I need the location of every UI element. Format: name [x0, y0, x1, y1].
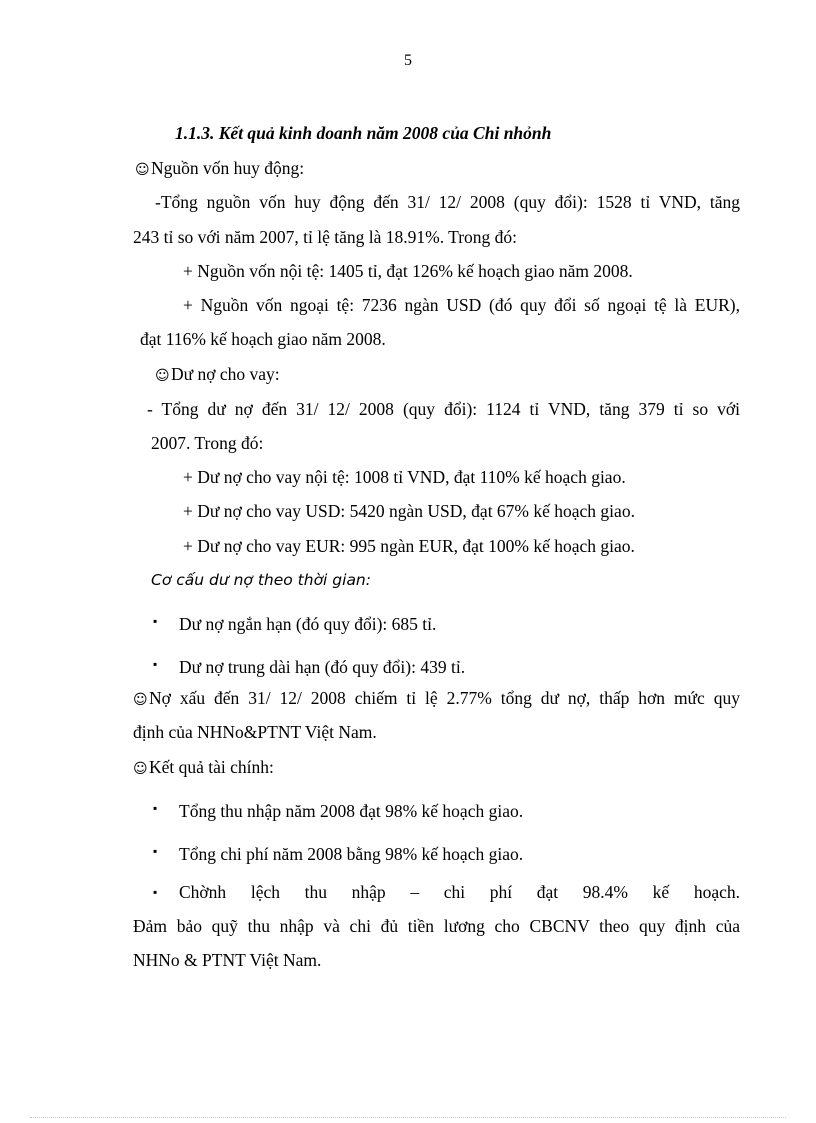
- smiley-icon: ☺: [155, 368, 170, 384]
- page-number: 5: [404, 52, 412, 69]
- finance-expense: [153, 840, 760, 865]
- bullet-icon: ▪: [153, 657, 158, 671]
- smiley-icon: ☺: [135, 162, 150, 178]
- page-bottom-rule: [30, 1117, 786, 1118]
- finance-title: [133, 756, 740, 780]
- finance-diff-line3: NHNo & PTNT Việt Nam.: [133, 950, 322, 970]
- finance-title-text: Kết quả tài chính:: [149, 757, 274, 777]
- bullet-icon: ▪: [153, 614, 158, 628]
- loans-short-term: [153, 610, 760, 635]
- capital-title: [135, 157, 742, 181]
- loans-eur: + Dư nợ cho vay EUR: 995 ngàn EUR, đạt 100% kế hoạch giao.: [183, 536, 635, 556]
- loans-total-line2: 2007. Trong đó:: [151, 433, 264, 453]
- capital-foreign-line1: + Nguồn vốn ngoại tệ: 7236 ngàn USD (đó quy đổi số ngoại tệ là EUR),: [183, 295, 740, 315]
- capital-title-text: Nguồn vốn huy động:: [151, 158, 305, 178]
- finance-expense-text: Tổng chi phí năm 2008 bằng 98% kế hoạch giao.: [179, 844, 524, 864]
- finance-income: [153, 797, 760, 822]
- loans-vnd: + Dư nợ cho vay nội tệ: 1008 tỉ VND, đạt 110% kế hoạch giao.: [183, 467, 626, 487]
- finance-diff-line1-text: Chờnh lệch thu nhập – chi phí đạt 98.4% kế hoạch.: [179, 882, 740, 902]
- bullet-icon: ▪: [153, 844, 158, 858]
- bullet-icon: ▪: [153, 801, 158, 815]
- bullet-icon: ▪: [153, 885, 158, 899]
- smiley-icon: ☺: [133, 761, 148, 777]
- finance-income-text: Tổng thu nhập năm 2008 đạt 98% kế hoạch giao.: [179, 801, 524, 821]
- loans-structure-title: Cơ cấu dư nợ theo thời gian:: [151, 571, 371, 589]
- capital-foreign-line2: đạt 116% kế hoạch giao năm 2008.: [140, 329, 386, 349]
- capital-domestic: + Nguồn vốn nội tệ: 1405 tỉ, đạt 126% kế hoạch giao năm 2008.: [183, 261, 633, 281]
- loans-title: [155, 363, 762, 387]
- finance-diff-line1: [153, 881, 740, 903]
- bad-debt-line2: định của NHNo&PTNT Việt Nam.: [133, 722, 377, 742]
- capital-total-line2: 243 tỉ so với năm 2007, tỉ lệ tăng là 18.91%. Trong đó:: [133, 227, 518, 247]
- loans-usd: + Dư nợ cho vay USD: 5420 ngàn USD, đạt 67% kế hoạch giao.: [183, 501, 635, 521]
- smiley-icon: ☺: [133, 692, 148, 708]
- finance-diff-line2: Đảm bảo quỹ thu nhập và chi đủ tiền lương cho CBCNV theo quy định của: [133, 916, 740, 936]
- section-heading: 1.1.3. Kết quả kinh doanh năm 2008 của Chi nhỏnh: [175, 123, 552, 143]
- loans-long-term-text: Dư nợ trung dài hạn (đó quy đổi): 439 tỉ.: [179, 657, 466, 677]
- capital-total-line1: -Tổng nguồn vốn huy động đến 31/ 12/ 2008 (quy đổi): 1528 tỉ VND, tăng: [155, 192, 740, 212]
- loans-long-term: [153, 653, 760, 678]
- bad-debt-line1: [133, 687, 740, 711]
- bad-debt-line1-text: Nợ xấu đến 31/ 12/ 2008 chiếm tỉ lệ 2.77% tổng dư nợ, thấp hơn mức quy: [149, 688, 740, 708]
- loans-title-text: Dư nợ cho vay:: [171, 364, 280, 384]
- loans-short-term-text: Dư nợ ngắn hạn (đó quy đổi): 685 tỉ.: [179, 614, 437, 634]
- loans-total-line1: - Tổng dư nợ đến 31/ 12/ 2008 (quy đổi): 1124 tỉ VND, tăng 379 tỉ so với: [147, 399, 740, 419]
